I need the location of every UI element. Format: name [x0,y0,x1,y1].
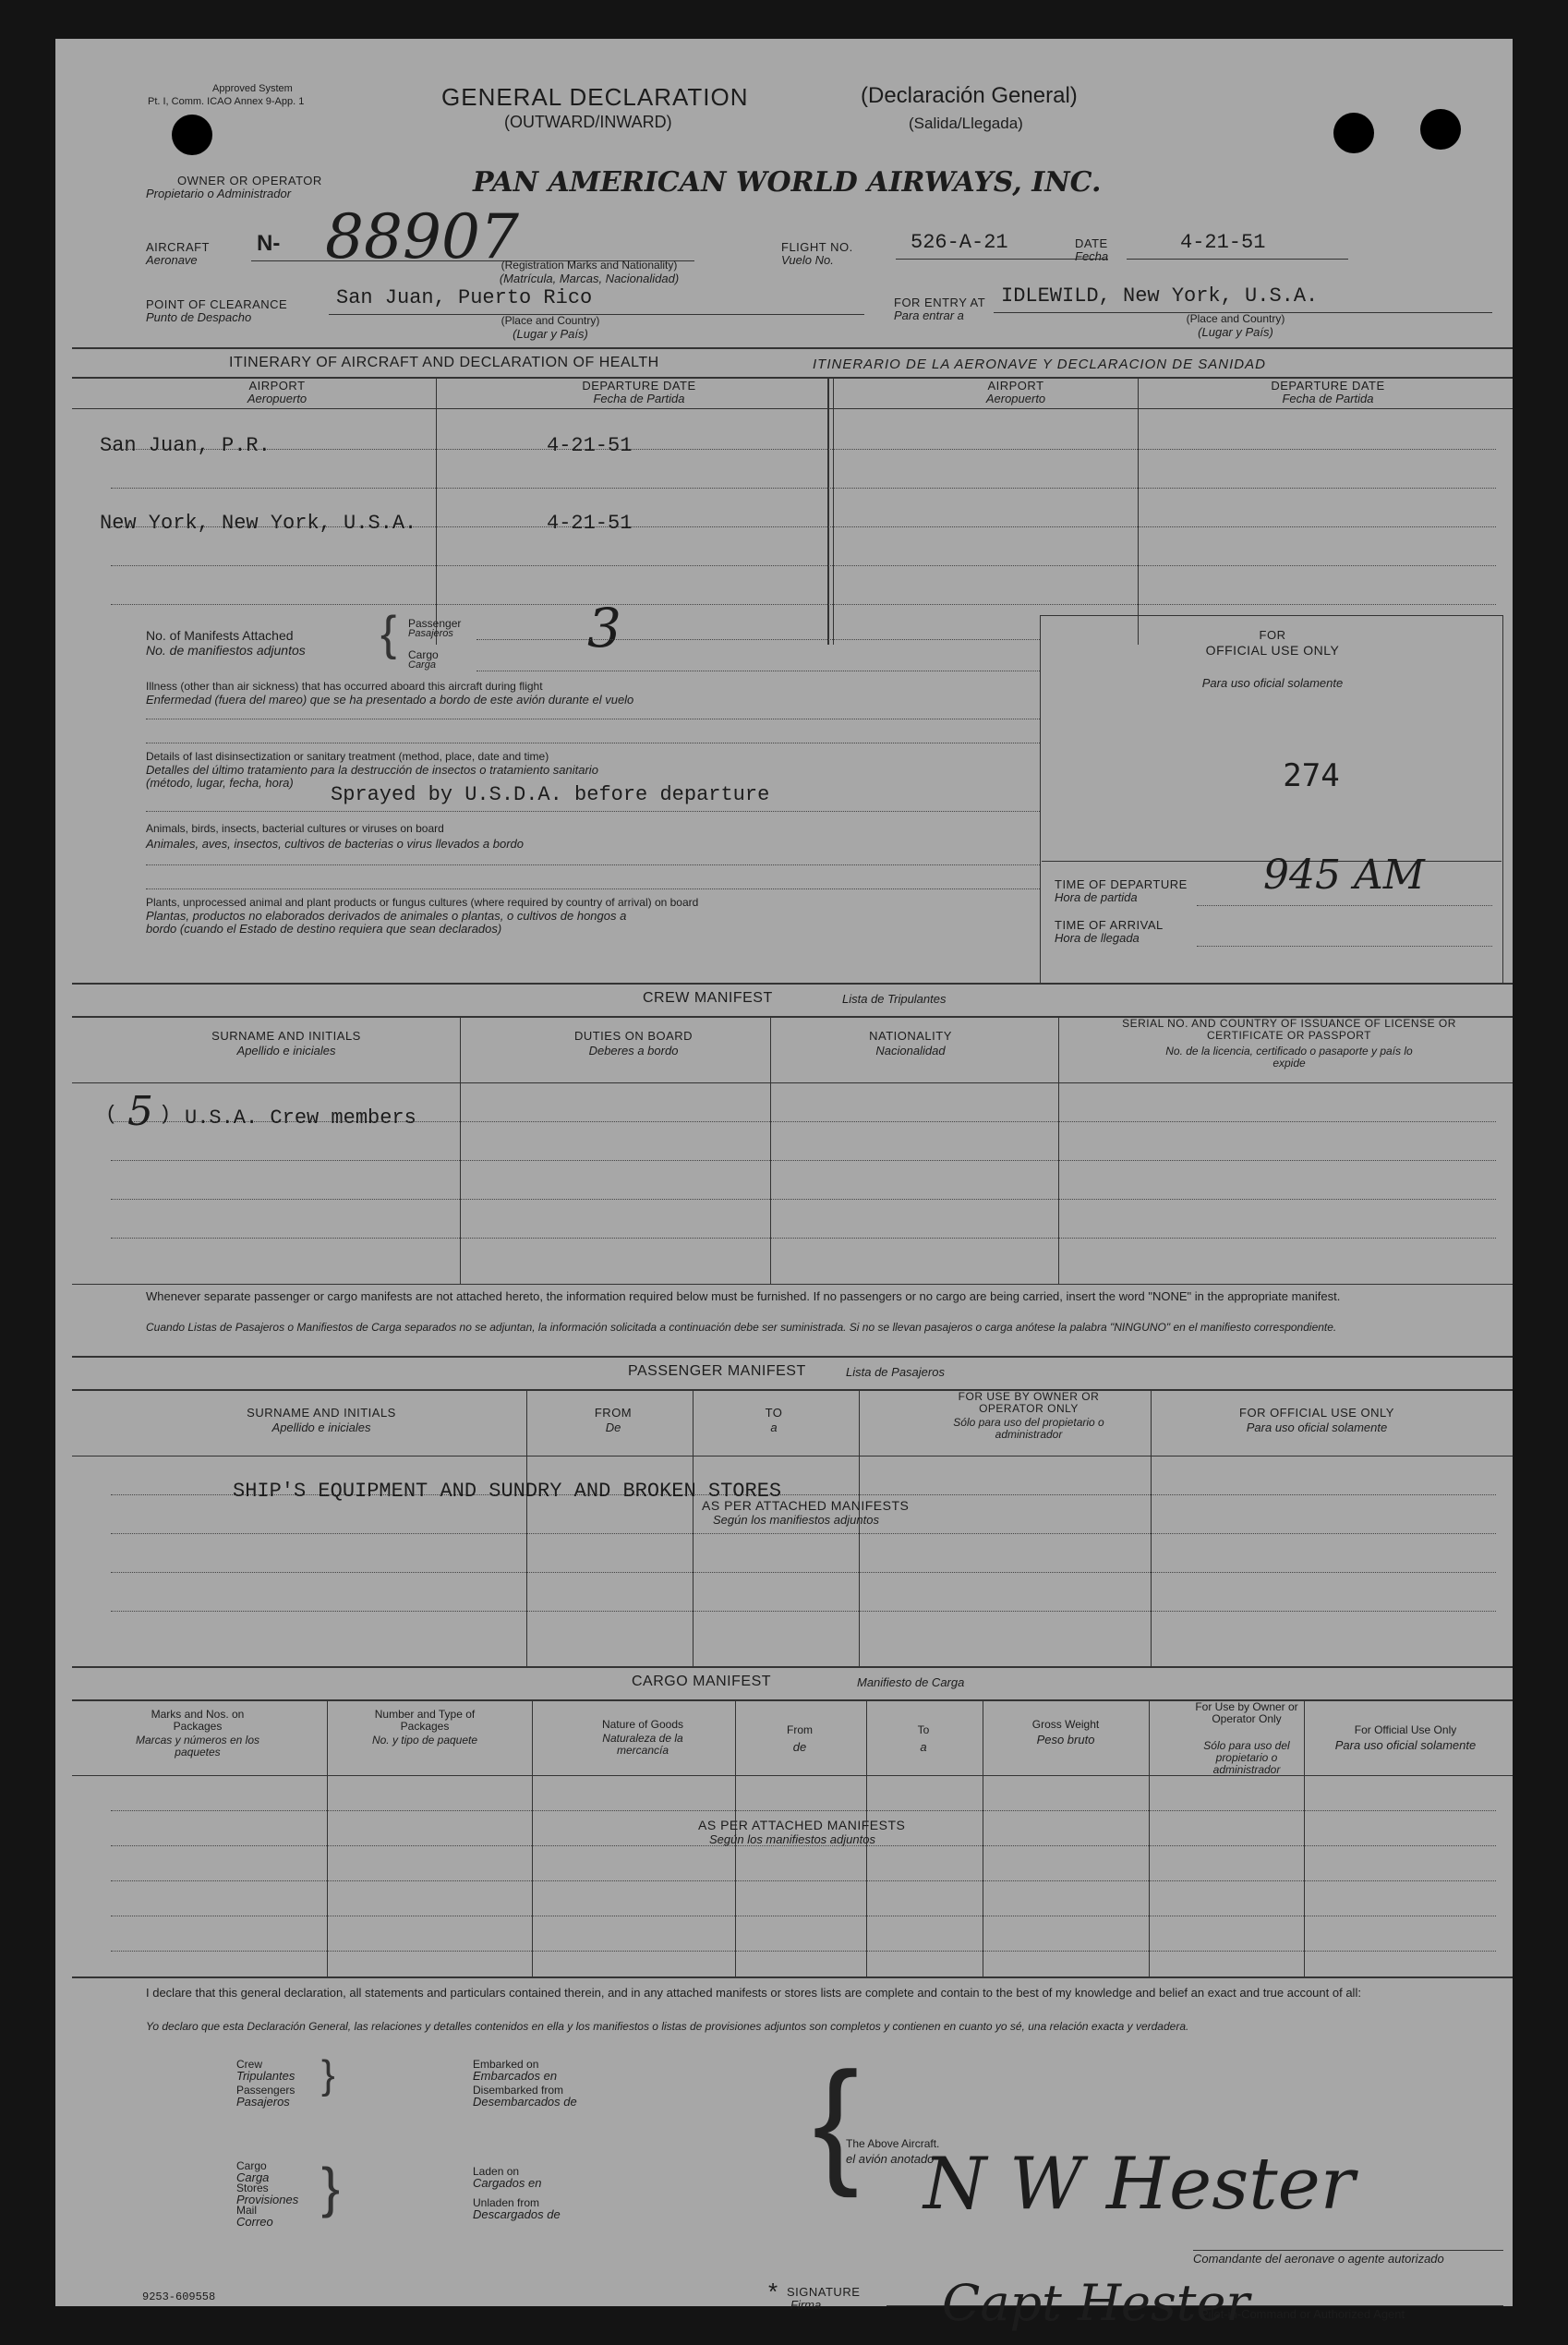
cargo-col-goods: Nature of Goods [601,1718,684,1731]
cargo-col-marks: Marks and Nos. on Packages [151,1708,245,1733]
clearance-label-es: Punto de Despacho [146,310,252,324]
owner-label-es: Propietario o Administrador [146,187,292,200]
manifest-count-handwritten: 3 [587,597,621,659]
cargo-col-weight: Gross Weight [1031,1718,1100,1731]
clearance-caption: (Place and Country) [501,314,600,327]
official-box-number: 274 [1283,757,1340,794]
entry-value: IDLEWILD, New York, U.S.A. [1001,284,1319,308]
crew-col-surname: SURNAME AND INITIALS [211,1029,361,1043]
flight-label: FLIGHT NO. [781,240,853,254]
entry-caption-es: (Lugar y País) [1198,325,1273,339]
form-title: GENERAL DECLARATION [441,83,749,111]
manifests-label-es: No. de manifiestos adjuntos [146,643,306,658]
approval-note: Approved System [212,83,293,94]
time-arrival-label: TIME OF ARRIVAL [1055,918,1164,932]
cargo-col-from: From [787,1723,813,1736]
notice-en: Whenever separate passenger or cargo manifests are not attached hereto, the information required below must be furnished. If no passengers or no cargo are being carried, insert the word "NONE" in the appropriate manifest. [146,1289,1341,1303]
form-number: 9253-609558 [142,2291,216,2303]
date-label-es: Fecha [1075,249,1109,263]
cargo-stamp: AS PER ATTACHED MANIFESTS [698,1818,906,1832]
plants-label: Plants, unprocessed animal and plant products or fungus cultures (where required by country of arrival) on board [146,896,699,909]
declaration-en: I declare that this general declaration, all statements and particulars contained therein, and in any attached manifests or stores lists are complete and contain to the best of my knowledge and belief an exact and true account of all: [146,1986,1361,2000]
illness-label: Illness (other than air sickness) that has occurred aboard this aircraft during flight [146,680,543,693]
owner-label: OWNER OR OPERATOR [177,174,322,187]
aircraft-caption: (Registration Marks and Nationality) [501,259,678,272]
itinerary-col-departure: DEPARTURE DATE [582,379,696,393]
itinerary-row-date: 4-21-51 [547,512,633,535]
above-aircraft-label: The Above Aircraft. [846,2137,940,2150]
clearance-value: San Juan, Puerto Rico [336,286,593,309]
punch-hole [1420,109,1461,150]
crew-title-es: Lista de Tripulantes [842,992,947,1006]
declaration-form: Approved System Pt. I, Comm. ICAO Annex 9-App. 1 GENERAL DECLARATION (Declaración General) (OUTWARD/INWARD) (Salida/Llegada) OWNER OR OPERATOR Propietario o Administrador PAN AMERICAN WORLD AIRWAYS, INC. AIRCRAFT Aeronave N- 88907 (Registration Marks and Nationality) (Matrícula, Marcas, Nacionalidad) FLIGHT NO. Vuelo No. 526-A-21 DATE Fecha 4-21-51 POINT OF CLEARANCE Punto de Despacho San Juan, Puerto Rico (Place and Country) (Lugar y País) FOR ENTRY AT Para entrar a IDLEWILD, New York, U.S.A. (Place and Country) (Lugar y País) ITINERARY OF AIRCRAFT AND DECLARATION OF HEALTH ITINERARIO DE LA AERONAVE Y DECLARACION DE SANIDAD AIRPORT Aeropuerto DEPARTURE DATE Fecha de Partida AIRPORT Aeropuerto DEPARTURE DATE Fecha de Partida San Juan, P.R. 4-21-51 New York, New York, U.S.A. 4-21-51 3 No. of Manifests Attached No. de manifiestos adjuntos { Passenger Pasajeros Cargo Carga Illness (other than air sickness) that has occurred aboard this aircraft during flight Enfermedad (fuera del mareo) que se ha presentado a bordo de este avión durante el vuelo Details of last disinsectization or sanitary treatment (method, place, date and time) Detalles del último tratamiento para la destrucción de insectos o tratamiento sanitario (método, lugar, fecha, hora) Sprayed by U.S.D.A. before departure Animals, birds, insects, bacterial cultures or viruses on board Animales, aves, insectos, cultivos de bacterias o virus llevados a bordo Plants, unprocessed animal and plant products or fungus cultures (where required by country of arrival) on board Plantas, productos no elaborados derivados de animales o plantas, o cultivos de hongos a bordo (cuando el Estado de destino requiera que sean declarados) FOR OFFICIAL USE ONLY Para uso oficial solamente 274 TIME OF DEPARTURE Hora de partida 945 AM TIME OF ARRIVAL Hora de llegada CREW MANIFEST Lista de Tripulantes SURNAME AND INITIALS Apellido e iniciales DUTIES ON BOARD Deberes a bordo NATIONALITY Nacionalidad SERIAL NO. AND COUNTRY OF ISSUANCE OF LICENSE OR CERTIFICATE OR PASSPORT No. de la licencia, certificado o pasaporte y país lo expide ( 5 ) U.S.A. Crew members Whenever separate passenger or cargo manifests are not attached hereto, the information required below must be furnished. If no passengers or no cargo are being carried, insert the word "NONE" in the appropriate manifest. Cuando Listas de Pasajeros o Manifiestos de Carga separados no se adjuntan, la información solicitada a continuación debe ser suministrada. Si no se llevan pasajeros o carga anótese la palabra "NINGUNO" en el manifiesto correspondiente. PASSENGER MANIFEST Lista de Pasajeros SURNAME AND INITIALS Apellido e iniciales FROM De TO a FOR USE BY OWNER OR OPERATOR ONLY Sólo para uso del propietario o administrador FOR OFFICIAL USE ONLY Para uso oficial solamente SHIP'S EQUIPMENT AND SUNDRY AND BROKEN STORES AS PER ATTACHED MANIFESTS Según los manifiestos adjuntos CARGO MANIFEST Manifiesto de Carga Marks and Nos. on Packages Marcas y números en los paquetes Number and Type of Packages No. y tipo de paquete Nature of Goods Naturaleza de la mercancía From de To a Gross Weight Peso bruto For Use by Owner or Operator Only Sólo para uso del propietario o administrador For Official Use Only Para uso oficial solamente AS PER ATTACHED MANIFESTS Según los manifiestos adjuntos I declare that this general declaration, all statements and particulars contained therein, and in any attached manifests or stores lists are complete and contain to the best of my knowledge and belief an exact and true account of all: Yo declaro que esta Declaración General, las relaciones y detalles contenidos en ella y los manifiestos o listas de provisiones adjuntos son completos y contienen en cuanto yo sé, una relación exacta y verdadera. Crew Tripulantes Passengers Pasajeros } Embarked on Embarcados en Disembarked from Desembarcados de Cargo Carga Stores Provisiones Mail Correo } Laden on Cargados en Unladen from Descargados de { The Above Aircraft. el avión anotado N W Hester Comandante del aeronave o agente autorizado SIGNATURE Firma Pilot-in-Command or Authorized Agent Capt Hester 9253-609558 * [55,39,1513,2306]
illness-label-es: Enfermedad (fuera del mareo) que se ha presentado a bordo de este avión durante el vuelo [146,693,634,707]
itinerary-title-es: ITINERARIO DE LA AERONAVE Y DECLARACION DE SANIDAD [813,357,1266,372]
approval-ref: Pt. I, Comm. ICAO Annex 9-App. 1 [148,96,305,107]
asterisk-mark: * [768,2278,778,2305]
date-label: DATE [1075,236,1108,250]
itinerary-title: ITINERARY OF AIRCRAFT AND DECLARATION OF HEALTH [229,355,659,370]
flight-label-es: Vuelo No. [781,253,834,267]
cargo-col-to: To [917,1723,930,1736]
captain-signature: N W Hester [923,2143,1356,2226]
cargo-title-es: Manifiesto de Carga [857,1675,965,1689]
crew-title: CREW MANIFEST [643,990,773,1006]
form-subtitle-es: (Salida/Llegada) [909,115,1023,132]
animals-label: Animals, birds, insects, bacterial cultures or viruses on board [146,822,444,835]
crew-col-nationality: NATIONALITY [869,1029,952,1043]
itinerary-row-airport: New York, New York, U.S.A. [100,512,417,535]
clearance-caption-es: (Lugar y País) [513,327,588,341]
time-departure-value: 945 AM [1263,852,1425,899]
crew-col-license: SERIAL NO. AND COUNTRY OF ISSUANCE OF LICENSE OR CERTIFICATE OR PASSPORT [1122,1017,1456,1042]
aircraft-label-es: Aeronave [146,253,198,267]
entry-label: FOR ENTRY AT [894,296,986,309]
aircraft-caption-es: (Matrícula, Marcas, Nacionalidad) [499,272,680,285]
passenger-col-official: FOR OFFICIAL USE ONLY [1239,1406,1394,1420]
passenger-col-surname: SURNAME AND INITIALS [247,1406,396,1420]
passenger-col-owner: FOR USE BY OWNER OR OPERATOR ONLY [958,1390,1100,1415]
captain-printed-name: Capt Hester [942,2274,1250,2332]
punch-hole [172,115,212,155]
crew-col-duties: DUTIES ON BOARD [573,1029,694,1043]
passenger-title: PASSENGER MANIFEST [628,1363,806,1379]
itinerary-row-airport: San Juan, P.R. [100,434,271,457]
crew-count-handwritten: 5 [127,1088,153,1135]
passenger-entry: SHIP'S EQUIPMENT AND SUNDRY AND BROKEN STORES [233,1480,782,1503]
commander-label-es: Comandante del aeronave o agente autorizado [1193,2252,1444,2266]
cargo-col-official: For Official Use Only [1354,1723,1457,1736]
disinsect-value: Sprayed by U.S.D.A. before departure [331,783,770,806]
time-departure-label: TIME OF DEPARTURE [1055,877,1188,891]
commander-label: Pilot-in-Command or Authorized Agent [1200,2307,1405,2321]
aircraft-label: AIRCRAFT [146,240,210,254]
entry-caption: (Place and Country) [1186,312,1285,325]
date-value: 4-21-51 [1180,231,1266,254]
clearance-label: POINT OF CLEARANCE [146,297,288,311]
punch-hole [1333,113,1374,153]
disinsect-label: Details of last disinsectization or sanitary treatment (method, place, date and time) [146,750,549,763]
passenger-col-to: TO [765,1406,783,1420]
manifests-label: No. of Manifests Attached [146,628,294,643]
cargo-col-packages: Number and Type of Packages [374,1708,476,1733]
aircraft-prefix: N- [257,231,281,256]
cargo-col-owner: For Use by Owner or Operator Only [1195,1700,1298,1725]
official-box-label: OFFICIAL USE ONLY [1205,643,1340,658]
itinerary-col-airport: AIRPORT [248,379,306,393]
notice-es: Cuando Listas de Pasajeros o Manifiestos de Carga separados no se adjuntan, la información solicitada a continuación debe ser suministrada. Si no se llevan pasajeros o carga anótese la palabra "NINGUNO" en el manifiesto correspondiente. [146,1321,1337,1334]
cargo-title: CARGO MANIFEST [632,1674,772,1689]
aircraft-number: 88907 [325,201,519,272]
itinerary-row-date: 4-21-51 [547,434,633,457]
passenger-title-es: Lista de Pasajeros [846,1365,945,1379]
crew-entry: U.S.A. Crew members [185,1106,416,1130]
flight-number: 526-A-21 [911,231,1008,254]
declaration-es: Yo declaro que esta Declaración General, las relaciones y detalles contenidos en ella y los manifiestos o listas de provisiones adjuntos son completos y contienen en cuanto yo sé, una relación exacta y verdadera. [146,2020,1189,2033]
form-subtitle: (OUTWARD/INWARD) [504,113,672,131]
passenger-stamp: AS PER ATTACHED MANIFESTS [702,1498,910,1513]
form-title-es: (Declaración General) [861,83,1078,108]
passenger-col-from: FROM [594,1406,633,1420]
signature-label: SIGNATURE [787,2285,861,2299]
entry-label-es: Para entrar a [894,308,964,322]
owner-value: PAN AMERICAN WORLD AIRWAYS, INC. [473,166,1102,199]
